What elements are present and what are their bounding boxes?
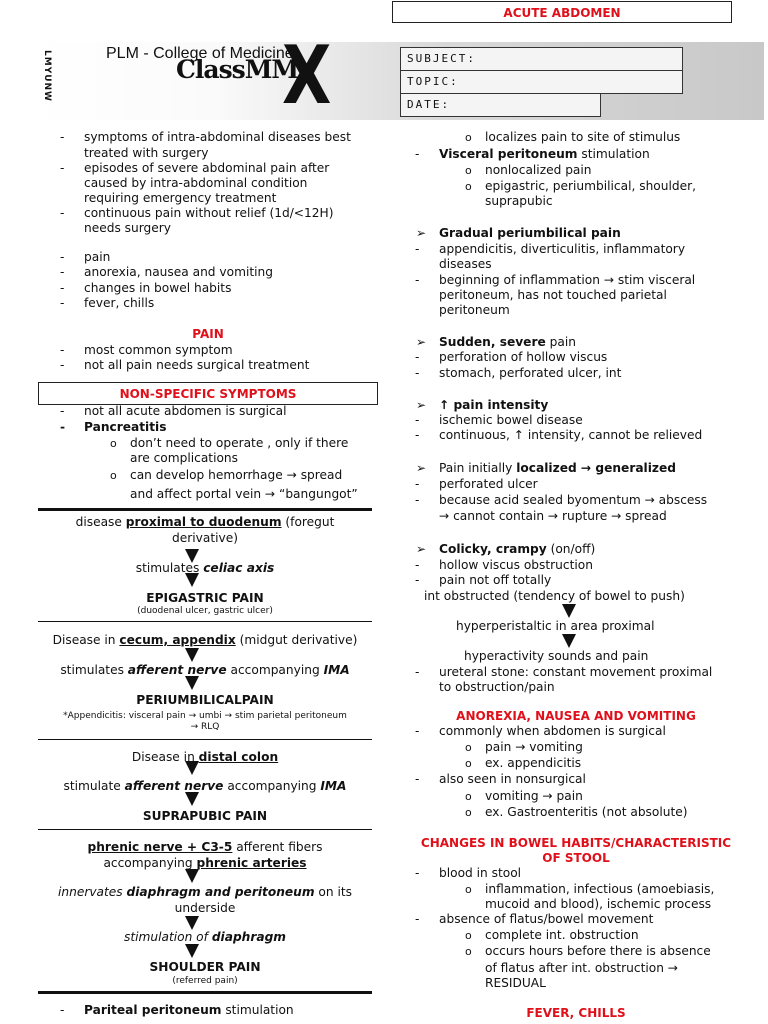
periumbilical-pain: PERIUMBILICALPAIN (136, 693, 274, 707)
sub-item: o can develop hemorrhage → spread (130, 468, 342, 484)
date-field: DATE: (400, 93, 601, 117)
note: → RLQ (190, 722, 220, 732)
sub-item: o inflammation, infectious (amoebiasis, (485, 882, 714, 898)
text-emph: IMA (323, 663, 350, 677)
list-item (439, 147, 650, 163)
sub-item-cont: are complications (130, 451, 238, 465)
text: stimulates (60, 663, 128, 677)
text: stimulate (63, 779, 125, 793)
text: afferent fibers (232, 840, 323, 854)
sub-item-cont: and affect portal vein → “bangungot” (130, 487, 358, 501)
list-item: - perforation of hollow viscus (439, 350, 607, 366)
divider (38, 621, 372, 622)
flow-phrenic (38, 840, 372, 871)
flow-step (38, 779, 372, 795)
divider (38, 991, 372, 994)
anv-heading: ANOREXIA, NAUSEA AND VOMITING (456, 709, 696, 723)
list-item (84, 1003, 294, 1019)
text-emph: proximal to duodenum (125, 515, 282, 529)
pain-type: ➢ Gradual periumbilical pain (439, 226, 621, 242)
text: accompanying (226, 663, 324, 677)
pain-type (439, 542, 595, 558)
list-item: - absence of flatus/bowel movement (439, 912, 653, 928)
list-item: - also seen in nonsurgical (439, 772, 586, 788)
down-arrow-icon (562, 604, 576, 618)
list-item-cont: → cannot contain → rupture → spread (439, 509, 667, 523)
text-emph: phrenic nerve + C3-5 (87, 840, 233, 854)
sub-item: o vomiting → pain (485, 789, 583, 805)
list-item: - commonly when abdomen is surgical (439, 724, 666, 740)
pain-type (439, 461, 676, 477)
flow-text: hyperperistaltic in area proximal (456, 619, 655, 633)
list-item: - hollow viscus obstruction (439, 558, 593, 574)
note: *Appendicitis: visceral pain → umbi → stim parietal peritoneum (63, 711, 347, 721)
list-item: - symptoms of intra-abdominal diseases best (84, 130, 351, 146)
fever-heading: FEVER, CHILLS (526, 1006, 626, 1020)
bowel-heading: CHANGES IN BOWEL HABITS/CHARACTERISTIC (420, 836, 732, 850)
epigastric-pain: EPIGASTRIC PAIN (146, 591, 264, 605)
text-emph: Pariteal peritoneum (84, 1003, 222, 1017)
list-item: - most common symptom (84, 343, 233, 359)
list-item: - ischemic bowel disease (439, 413, 583, 429)
down-arrow-icon (185, 648, 199, 662)
sub-item-cont: suprapubic (485, 194, 553, 208)
flow-text: int obstructed (tendency of bowel to push) (424, 589, 685, 603)
list-item: - not all acute abdomen is surgical (84, 404, 287, 420)
sub-item: o nonlocalized pain (485, 163, 592, 179)
list-item: - Pancreatitis (84, 420, 167, 436)
sub-item: o occurs hours before there is absence (485, 944, 711, 960)
text: stimulation (124, 930, 193, 944)
sub-item: o pain → vomiting (485, 740, 583, 756)
text: derivative) (172, 530, 238, 545)
text-emph: localized → generalized (516, 461, 676, 475)
list-item: - because acid sealed byomentum → abscess (439, 493, 707, 509)
document-title: ACUTE ABDOMEN (392, 1, 732, 23)
sub-item-cont: mucoid and blood), ischemic process (485, 897, 712, 911)
list-item: - continuous, ↑ intensity, cannot be relieved (439, 428, 702, 444)
list-item-cont: needs surgery (84, 221, 172, 235)
sub-item: o ex. Gastroenteritis (not absolute) (485, 805, 688, 821)
text: innervates (58, 885, 127, 899)
sub-item: o complete int. obstruction (485, 928, 639, 944)
list-item: - changes in bowel habits (84, 281, 231, 297)
down-arrow-icon (185, 573, 199, 587)
text: disease (75, 515, 126, 529)
note: (referred pain) (172, 976, 238, 986)
subject-field: SUBJECT: (400, 47, 683, 71)
sub-item: o epigastric, periumbilical, shoulder, (485, 179, 696, 195)
list-item: - ureteral stone: constant movement proximal (439, 665, 712, 681)
flow-step (38, 663, 372, 679)
list-item: - not all pain needs surgical treatment (84, 358, 309, 374)
list-item: - episodes of severe abdominal pain after (84, 161, 329, 177)
divider (38, 829, 372, 830)
text: on its (314, 885, 352, 899)
list-item-cont: requiring emergency treatment (84, 191, 277, 205)
sub-item: o don’t need to operate , only if there (130, 436, 348, 452)
list-item-cont: peritoneum (439, 303, 510, 317)
text-emph: Sudden, severe (439, 335, 546, 349)
pain-heading: PAIN (192, 327, 224, 341)
college-name: PLM - College of Medicine (106, 45, 294, 62)
divider (38, 508, 372, 511)
text-emph: diaphragm (211, 930, 286, 944)
down-arrow-icon (185, 916, 199, 930)
text: accompanying (223, 779, 321, 793)
list-item-cont: caused by intra-abdominal condition (84, 176, 308, 190)
down-arrow-icon (562, 634, 576, 648)
text: Disease in (52, 633, 120, 647)
text: accompanying (103, 855, 197, 870)
text-emph: cecum, appendix (119, 633, 236, 647)
text-emph: celiac axis (203, 561, 275, 575)
text-emph: IMA (320, 779, 347, 793)
list-item: - pain (84, 250, 110, 266)
text: pain (545, 335, 576, 349)
class-logo: ClassMM (176, 55, 299, 84)
sub-item: o localizes pain to site of stimulus (485, 130, 680, 146)
suprapubic-pain: SUPRAPUBIC PAIN (142, 809, 268, 823)
text: (midgut derivative) (235, 633, 358, 647)
vertical-logo-text: LMYUNW (42, 50, 52, 102)
text: underside (174, 900, 236, 915)
list-item: - anorexia, nausea and vomiting (84, 265, 273, 281)
sub-item-cont: of flatus after int. obstruction → (485, 961, 679, 975)
text-emph: diaphragm and peritoneum (126, 885, 315, 899)
note: (duodenal ulcer, gastric ulcer) (137, 606, 273, 616)
down-arrow-icon (185, 869, 199, 883)
text-emph: afferent nerve (127, 663, 227, 677)
class-logo-x: X (282, 29, 332, 122)
pain-type: ➢ ↑ pain intensity (439, 398, 548, 414)
text: Pain initially (439, 461, 517, 475)
flow-foregut (38, 515, 372, 546)
text-emph: distal colon (198, 750, 279, 764)
sub-item: o ex. appendicitis (485, 756, 581, 772)
pain-type (439, 335, 576, 351)
list-item-cont: treated with surgery (84, 146, 209, 160)
topic-field: TOPIC: (400, 70, 683, 94)
text: stimulation (577, 147, 650, 161)
nonspecific-heading: NON-SPECIFIC SYMPTOMS (38, 382, 378, 405)
text: (on/off) (546, 542, 596, 556)
list-item-cont: diseases (439, 257, 492, 271)
list-item-cont: peritoneum, has not touched parietal (439, 288, 667, 302)
down-arrow-icon (185, 676, 199, 690)
sub-item-cont: RESIDUAL (485, 976, 546, 990)
list-item: - appendicitis, diverticulitis, inflammatory (439, 242, 685, 258)
text-emph: Colicky, crampy (439, 542, 547, 556)
text: Disease in (131, 750, 199, 764)
flow-distal-colon (38, 750, 372, 766)
text-emph: phrenic arteries (196, 855, 307, 870)
list-item-cont: to obstruction/pain (439, 680, 555, 694)
text-emph: afferent nerve (124, 779, 224, 793)
down-arrow-icon (185, 761, 199, 775)
list-item: - perforated ulcer (439, 477, 538, 493)
flow-text: hyperactivity sounds and pain (464, 649, 649, 663)
text: stimulates (135, 561, 204, 575)
list-item: - fever, chills (84, 296, 154, 312)
divider (38, 739, 372, 740)
flow-midgut (38, 633, 372, 649)
list-item: - stomach, perforated ulcer, int (439, 366, 621, 382)
down-arrow-icon (185, 792, 199, 806)
flow-step (38, 885, 372, 916)
text: of (192, 930, 212, 944)
down-arrow-icon (185, 944, 199, 958)
list-item: - pain not off totally (439, 573, 551, 589)
bowel-heading-2: OF STOOL (542, 851, 610, 865)
text: stimulation (221, 1003, 294, 1017)
flow-step (38, 561, 372, 577)
list-item: - beginning of inflammation → stim visceral (439, 273, 695, 289)
flow-step (38, 930, 372, 946)
text-emph: Visceral peritoneum (439, 147, 578, 161)
text: (foregut (281, 515, 335, 529)
list-item: - continuous pain without relief (1d/<12H) (84, 206, 333, 222)
list-item: - blood in stool (439, 866, 521, 882)
shoulder-pain: SHOULDER PAIN (149, 960, 261, 974)
